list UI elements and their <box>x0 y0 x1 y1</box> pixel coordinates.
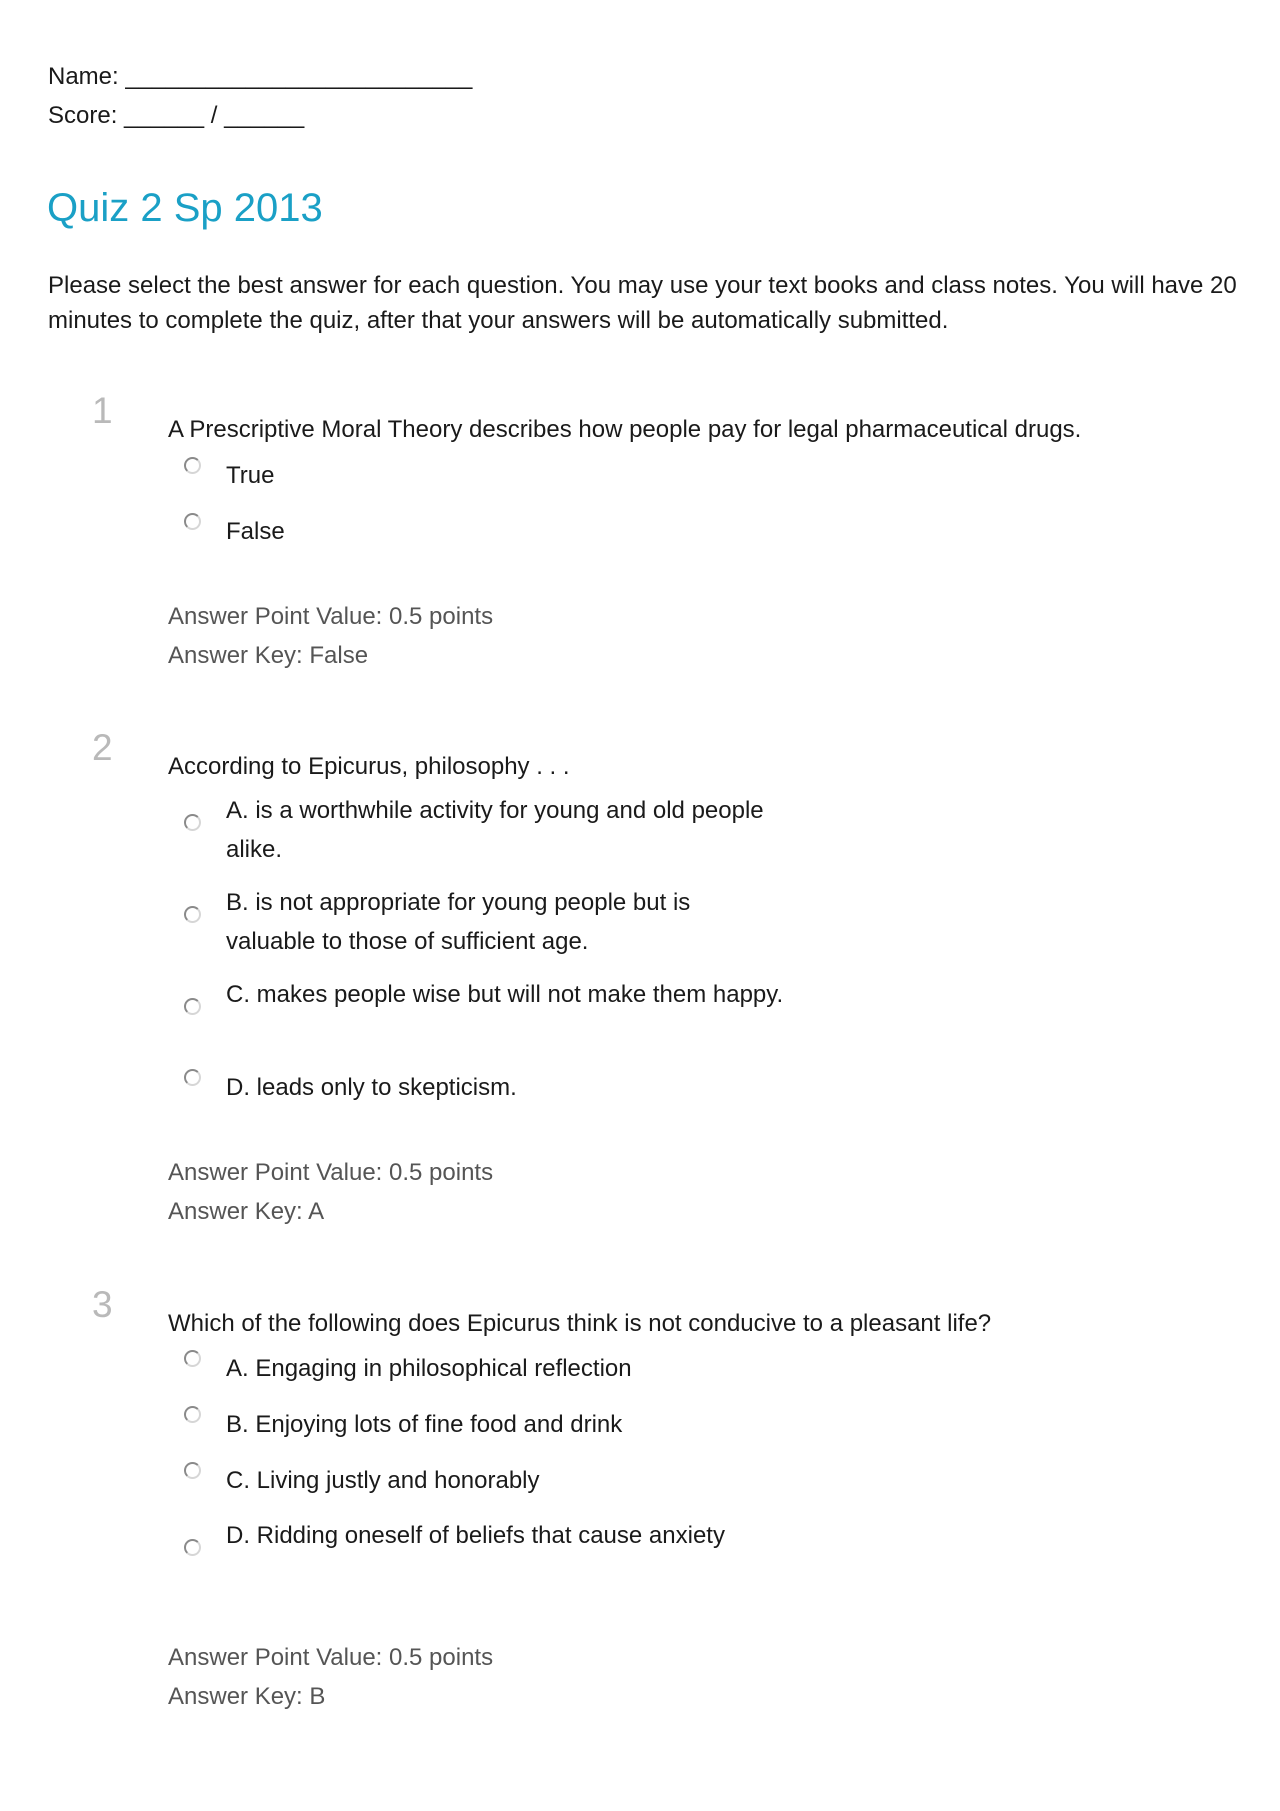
radio-button[interactable] <box>184 906 201 923</box>
radio-button[interactable] <box>184 1539 201 1556</box>
question-text: Which of the following does Epicurus think is not conducive to a pleasant life? <box>168 1310 992 1337</box>
point-value: Answer Point Value: 0.5 points <box>168 1159 494 1186</box>
question-text: According to Epicurus, philosophy . . . <box>168 753 570 780</box>
radio-button[interactable] <box>184 1069 201 1086</box>
answer-key: Answer Key: B <box>168 1683 326 1710</box>
option-label: C. makes people wise but will not make them happy. <box>226 981 784 1008</box>
option-label: D. Ridding oneself of beliefs that cause anxiety <box>226 1522 725 1549</box>
option-label: B. Enjoying lots of fine food and drink <box>226 1411 623 1438</box>
radio-button[interactable] <box>184 457 201 474</box>
radio-button[interactable] <box>184 513 201 530</box>
question-number: 3 <box>92 1284 113 1325</box>
option-label: A. is a worthwhile activity for young and old people alike. <box>226 797 764 863</box>
radio-button[interactable] <box>184 1462 201 1479</box>
answer-key: Answer Key: A <box>168 1198 325 1225</box>
point-value: Answer Point Value: 0.5 points <box>168 1644 494 1671</box>
point-value: Answer Point Value: 0.5 points <box>168 603 494 630</box>
radio-button[interactable] <box>184 998 201 1015</box>
radio-button[interactable] <box>184 1406 201 1423</box>
option-label: True <box>226 462 275 489</box>
radio-button[interactable] <box>184 1350 201 1367</box>
radio-button[interactable] <box>184 814 201 831</box>
option-label: A. Engaging in philosophical reflection <box>226 1355 632 1382</box>
answer-key: Answer Key: False <box>168 642 369 669</box>
option-label: C. Living justly and honorably <box>226 1467 540 1494</box>
question-number: 1 <box>92 390 113 431</box>
question-text: A Prescriptive Moral Theory describes how people pay for legal pharmaceutical drugs. <box>168 416 1082 443</box>
page-title: Quiz 2 Sp 2013 <box>47 186 323 230</box>
score-line: Score: ______ / ______ <box>48 102 305 129</box>
option-label: B. is not appropriate for young people but is valuable to those of sufficient age. <box>226 889 691 955</box>
option-label: D. leads only to skepticism. <box>226 1074 517 1101</box>
option-label: False <box>226 518 285 545</box>
instructions: Please select the best answer for each question. You may use your text books and class notes. You will have 20 minutes to complete the quiz, after that your answers will be automatically submitted. <box>48 272 1237 334</box>
name-line: Name: __________________________ <box>48 63 473 90</box>
question-number: 2 <box>92 727 113 768</box>
